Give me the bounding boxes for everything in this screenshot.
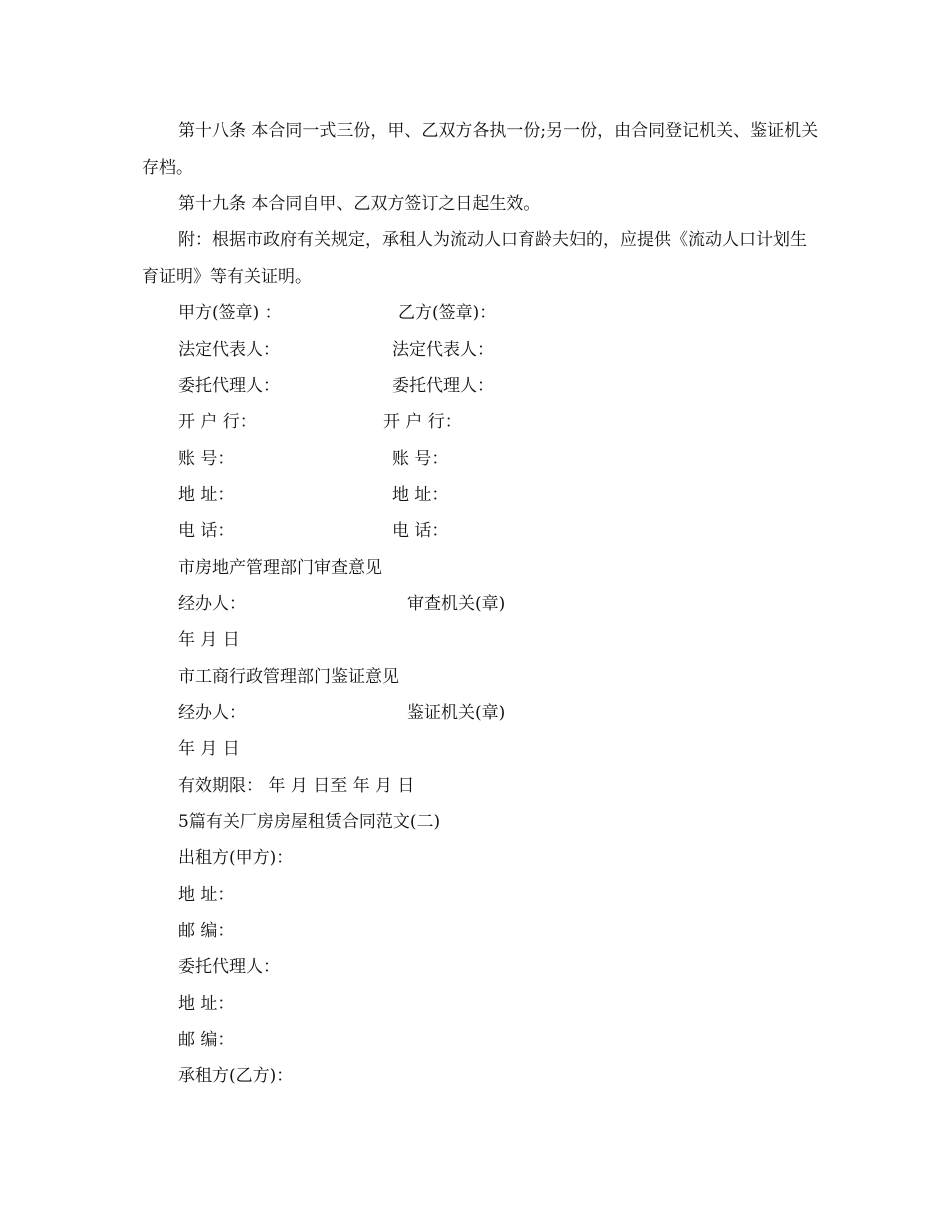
party-a-account: 账 号： <box>178 449 235 469</box>
party-b-bank: 开 户 行： <box>383 412 462 432</box>
party-b-signature: 乙方(签章)： <box>398 303 497 323</box>
lessor-label: 出租方(甲方)： <box>178 848 294 868</box>
party-b-agent: 委托代理人： <box>392 376 494 396</box>
article-18: 第十八条 本合同一式三份，甲、乙双方各执一份;另一份，由合同登记机关、鉴证机关存档。 <box>142 121 819 178</box>
verification-authority: 鉴证机关(章) <box>407 703 506 723</box>
party-a-legal-rep: 法定代表人： <box>178 340 280 360</box>
verification-title: 市工商行政管理部门鉴证意见 <box>178 667 399 687</box>
review-date: 年 月 日 <box>178 630 240 650</box>
party-a-signature: 甲方(签章) ： <box>178 303 282 323</box>
validity-period: 有效期限： 年 月 日至 年 月 日 <box>178 776 415 796</box>
verification-date: 年 月 日 <box>178 739 240 759</box>
verification-handler: 经办人： <box>178 703 246 723</box>
party-b-address: 地 址： <box>392 485 449 505</box>
agent-address: 地 址： <box>178 994 235 1014</box>
party-b-phone: 电 话： <box>392 521 449 541</box>
party-a-address: 地 址： <box>178 485 235 505</box>
lessor-address: 地 址： <box>178 885 235 905</box>
contract-2-title: 5篇有关厂房房屋租赁合同范文(二) <box>178 812 441 832</box>
appendix-note: 附：根据市政府有关规定，承租人为流动人口育龄夫妇的，应提供《流动人口计划生育证明》等有关证明。 <box>142 230 807 287</box>
lessee-label: 承租方(乙方)： <box>178 1066 294 1086</box>
agent-postcode: 邮 编： <box>178 1030 235 1050</box>
party-b-legal-rep: 法定代表人： <box>392 340 494 360</box>
review-title: 市房地产管理部门审查意见 <box>178 558 382 578</box>
party-a-agent: 委托代理人： <box>178 376 280 396</box>
party-a-bank: 开 户 行： <box>178 412 257 432</box>
party-b-account: 账 号： <box>392 449 449 469</box>
review-authority: 审查机关(章) <box>407 594 506 614</box>
party-a-phone: 电 话： <box>178 521 235 541</box>
agent-label: 委托代理人： <box>178 957 280 977</box>
review-handler: 经办人： <box>178 594 246 614</box>
article-19: 第十九条 本合同自甲、乙双方签订之日起生效。 <box>178 194 541 214</box>
lessor-postcode: 邮 编： <box>178 921 235 941</box>
